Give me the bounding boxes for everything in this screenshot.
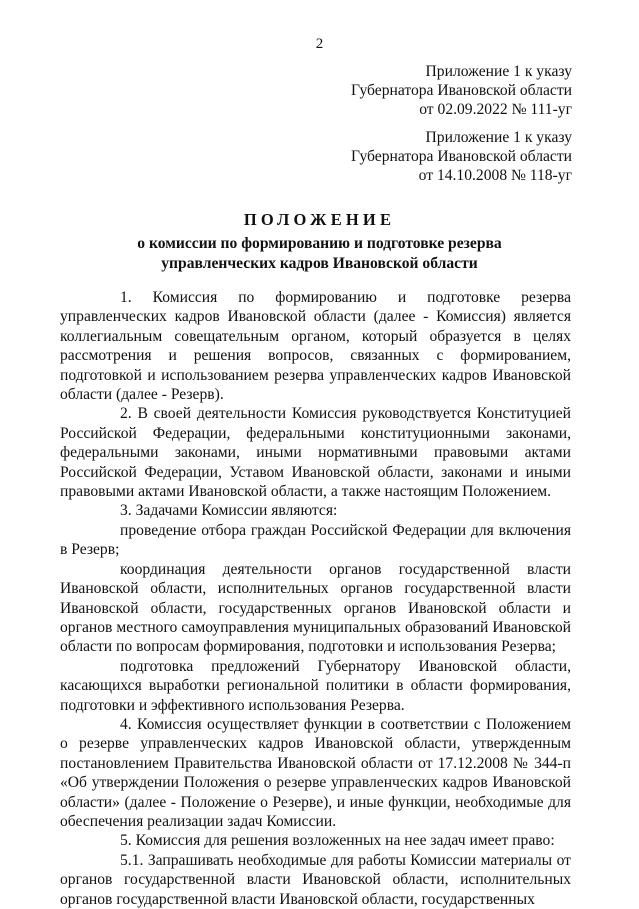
annex-line: Губернатора Ивановской области [351,148,572,165]
paragraph: 3. Задачами Комиссии являются: [120,502,338,520]
annex-line: Приложение 1 к указу [425,63,572,80]
subtitle-line: о комиссии по формированию и подготовке резерва [137,235,502,252]
document-title: ПОЛОЖЕНИЕ [243,210,396,229]
annex-current-reference [351,62,572,119]
paragraph: 2. В своей деятельности Комиссия руководствуется Конституцией Российской Федерации, федеральными конституционными законами, федеральными законами, иными нормативными правовыми актами Российской Федерации, Уставом Ивановской области, законами и иными правовыми актами Ивановской области, а также настоящим Положением. [60,405,571,501]
annex-line: Губернатора Ивановской области [351,82,572,99]
paragraph: 5.1. Запрашивать необходимые для работы Комиссии материалы от органов государственной власти Ивановской области, исполнительных органов государственной власти Ивановской области, государственных [60,851,571,908]
paragraph: 1. Комиссия по формированию и подготовке резерва управленческих кадров Ивановской области (далее - Комиссия) является коллегиальным совещательным органом, который образуется в целях рассмотрения и решения вопросов, связанных с формированием, подготовкой и использованием резерва управленческих кадров Ивановской области (далее - Резерв). [60,289,571,404]
paragraph: подготовка предложений Губернатору Ивановской области, касающихся выработки региональной политики в области формирования, подготовки и эффективного использования Резерва. [60,657,571,714]
paragraph: координация деятельности органов государственной власти Ивановской области, исполнительных органов государственной власти Ивановской области, государственных органов Ивановской области и органов местного самоуправления муниципальных образований Ивановской области по вопросам формирования, подготовки и использования Резерва; [60,560,571,656]
paragraph: проведение отбора граждан Российской Федерации для включения в Резерв; [60,521,571,559]
annex-line: Приложение 1 к указу [425,129,572,146]
annex-original-reference [351,128,572,185]
annex-line: от 14.10.2008 № 118-уг [418,167,572,184]
paragraph: 5. Комиссия для решения возложенных на нее задач имеет право: [120,832,555,850]
document-subtitle [0,234,639,273]
page-number: 2 [315,36,324,52]
annex-line: от 02.09.2022 № 111-уг [419,101,572,118]
document-body [60,288,571,909]
paragraph: 4. Комиссия осуществляет функции в соответствии с Положением о резерве управленческих кадров Ивановской области, утвержденным постановлением Правительства Ивановской области от 17.12.2008 № 344-п «Об утверждении Положения о резерве управленческих кадров Ивановской области» (далее - Положение о Резерве), и иные функции, необходимые для обеспечения реализации задач Комиссии. [60,715,571,830]
subtitle-line: управленческих кадров Ивановской области [161,254,478,272]
